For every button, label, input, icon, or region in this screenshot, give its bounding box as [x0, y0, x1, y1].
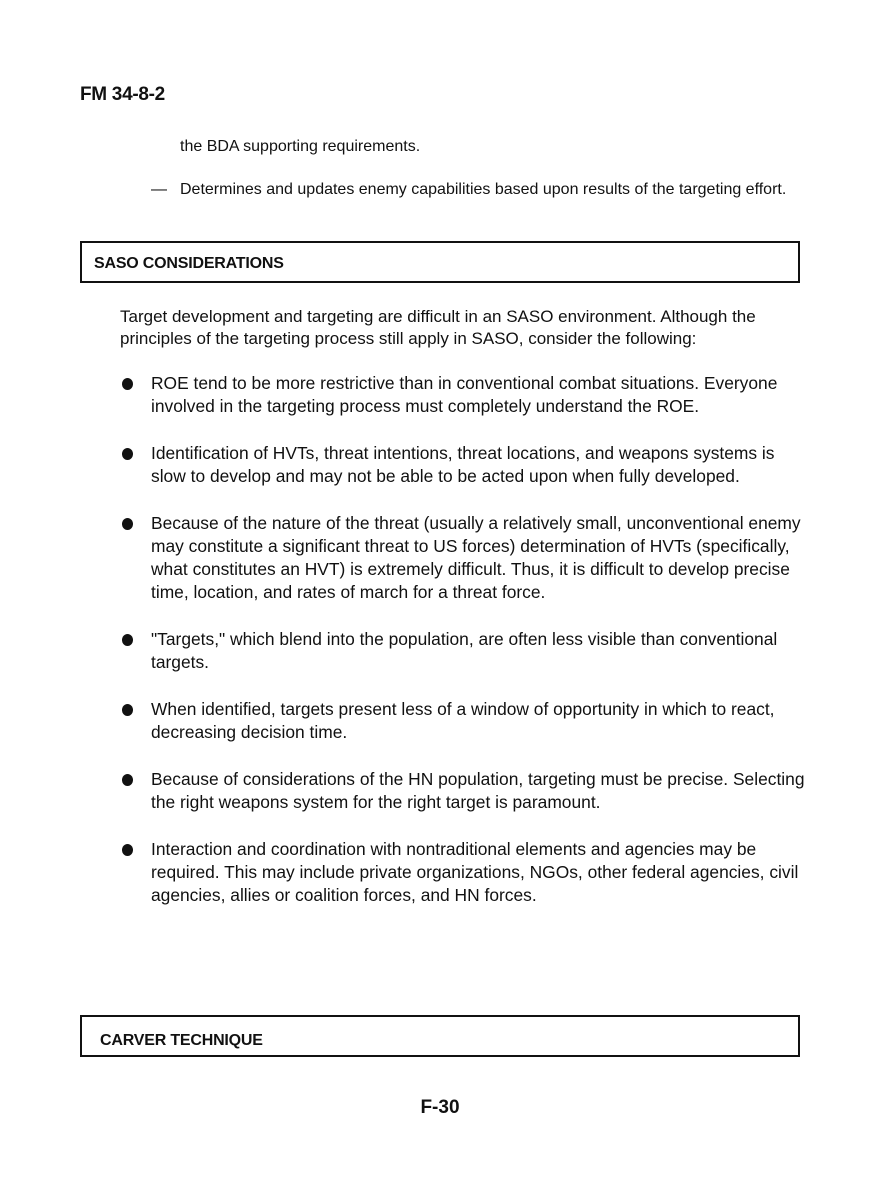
list-item	[120, 838, 810, 907]
page-number: F-30	[420, 1097, 460, 1118]
list-item-text: Interaction and coordination with nontraditional elements and agencies may be required. This may include private organizations, NGOs, other federal agencies, civil agencies, allies or coalition forces, and HN forces.	[151, 839, 799, 905]
document-id-header: FM 34-8-2	[80, 84, 165, 105]
dash-item-text: Determines and updates enemy capabilities based upon results of the targeting effort.	[180, 181, 787, 198]
bullet-dot-icon	[122, 774, 133, 786]
section-intro-paragraph: Target development and targeting are difficult in an SASO environment. Although the principles of the targeting process still apply in SASO, consider the following:	[120, 307, 756, 348]
list-item	[120, 512, 810, 604]
list-item-text: ROE tend to be more restrictive than in conventional combat situations. Everyone involved in the targeting process must completely understand the ROE.	[151, 373, 778, 416]
list-item-text: "Targets," which blend into the population, are often less visible than conventional targets.	[151, 629, 778, 672]
bullet-dot-icon	[122, 378, 133, 390]
continuation-text: the BDA supporting requirements.	[180, 138, 421, 155]
bullet-dot-icon	[122, 704, 133, 716]
bullet-dot-icon	[122, 844, 133, 856]
bullet-dot-icon	[122, 634, 133, 646]
dash-marker: —	[151, 181, 167, 198]
section-title-saso: SASO CONSIDERATIONS	[94, 255, 284, 272]
saso-bullet-list	[120, 372, 810, 931]
list-item	[120, 628, 810, 674]
list-item-text: Because of considerations of the HN population, targeting must be precise. Selecting the right weapons system for the right target is paramount.	[151, 769, 805, 812]
bullet-dot-icon	[122, 518, 133, 530]
list-item-text: Identification of HVTs, threat intentions, threat locations, and weapons systems is slow to develop and may not be able to be acted upon when fully developed.	[151, 443, 775, 486]
list-item-text: Because of the nature of the threat (usually a relatively small, unconventional enemy may constitute a significant threat to US forces) determination of HVTs (specifically, what constitutes an HVT) is extremely difficult. Thus, it is difficult to develop precise time, location, and rates of march for a threat force.	[151, 513, 801, 602]
list-item	[120, 372, 810, 418]
list-item	[120, 768, 810, 814]
list-item	[120, 698, 810, 744]
list-item-text: When identified, targets present less of a window of opportunity in which to react, decreasing decision time.	[151, 699, 775, 742]
section-title-carver: CARVER TECHNIQUE	[100, 1032, 263, 1049]
bullet-dot-icon	[122, 448, 133, 460]
dash-list-item	[151, 179, 791, 200]
section-heading-box-saso	[80, 241, 800, 283]
list-item	[120, 442, 810, 488]
section-heading-box-carver	[80, 1015, 800, 1057]
